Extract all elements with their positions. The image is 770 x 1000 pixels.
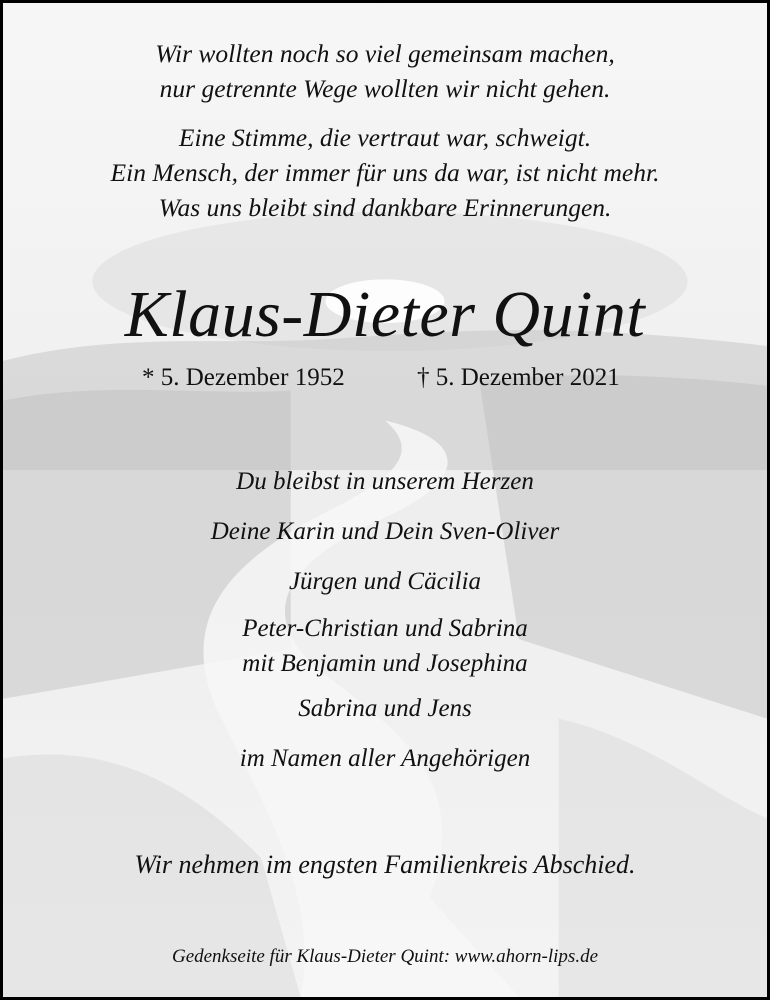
- signer-line: Sabrina und Jens: [298, 695, 472, 722]
- birth-date: * 5. Dezember 1952: [142, 364, 345, 391]
- signer-line: Deine Karin und Dein Sven-Oliver: [210, 518, 560, 545]
- verse-line: Ein Mensch, der immer für uns da war, ist nicht mehr.: [110, 158, 660, 187]
- signer-line: Peter-Christian und Sabrina: [242, 615, 528, 642]
- verse-line: Was uns bleibt sind dankbare Erinnerungen.: [158, 193, 612, 222]
- signer-line: mit Benjamin und Josephina: [242, 650, 528, 677]
- opening-verse: [3, 36, 767, 106]
- farewell-note: Wir nehmen im engsten Familienkreis Abschied.: [134, 850, 636, 879]
- deceased-name: Klaus-Dieter Quint: [124, 278, 646, 351]
- death-date: † 5. Dezember 2021: [417, 364, 620, 391]
- signer-line: Jürgen und Cäcilia: [288, 568, 482, 595]
- verse-line: Wir wollten noch so viel gemeinsam machen,: [155, 39, 615, 68]
- verse-line: nur getrennte Wege wollten wir nicht gehen.: [159, 74, 611, 103]
- signer-line: Du bleibst in unserem Herzen: [236, 468, 534, 495]
- signer-group: [3, 611, 767, 681]
- verse-line: Eine Stimme, die vertraut war, schweigt.: [178, 123, 592, 152]
- memorial-page-link[interactable]: Gedenkseite für Klaus-Dieter Quint: www.ahorn-lips.de: [171, 946, 599, 967]
- signer-line: im Namen aller Angehörigen: [239, 745, 531, 772]
- second-verse: [3, 120, 767, 225]
